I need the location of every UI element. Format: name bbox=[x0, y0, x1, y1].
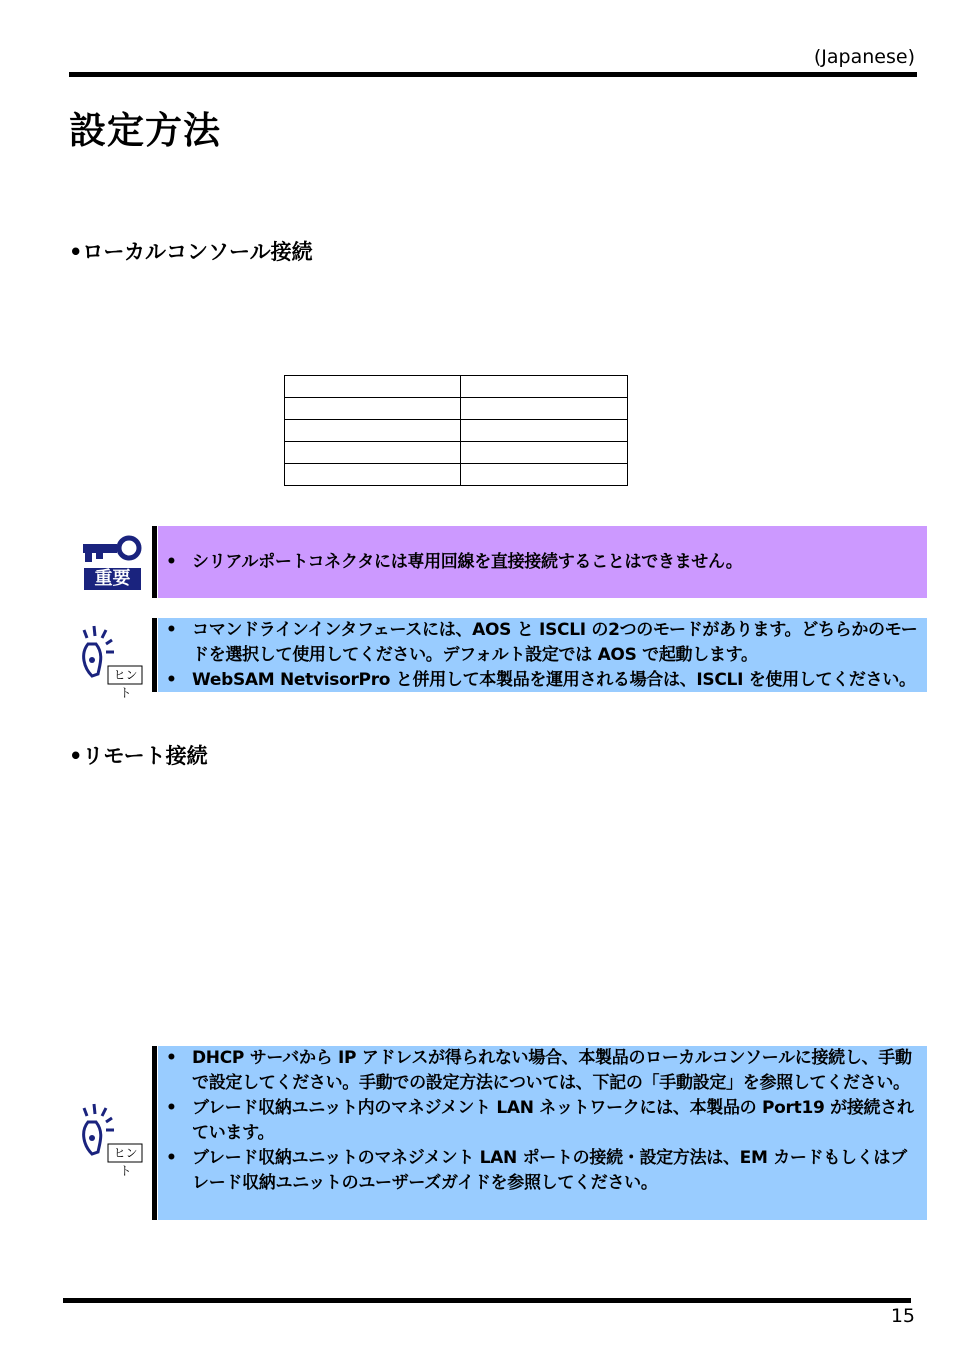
table-cell bbox=[285, 376, 461, 398]
table-cell bbox=[461, 398, 628, 420]
hint-item: • コマンドラインインタフェースには、AOS と ISCLI の2つのモードがあります。どちらかのモードを選択して使用してください。デフォルト設定では AOS で起動します。 bbox=[166, 620, 918, 665]
table-row bbox=[285, 376, 628, 398]
hint-note-1 bbox=[158, 618, 927, 692]
hint-label: ヒント bbox=[113, 668, 138, 700]
footer-rule bbox=[63, 1298, 911, 1303]
table-cell bbox=[461, 442, 628, 464]
important-note bbox=[158, 526, 927, 598]
table-cell bbox=[285, 442, 461, 464]
hint-item: • ブレード収納ユニット内のマネジメント LAN ネットワークには、本製品の Port19 が接続されています。 bbox=[166, 1098, 914, 1143]
hint-note-2 bbox=[158, 1046, 927, 1220]
important-bar bbox=[152, 526, 157, 598]
section-title-local-console: •ローカルコンソール接続 bbox=[69, 240, 313, 264]
table-row bbox=[285, 442, 628, 464]
hint-item: • ブレード収納ユニットのマネジメント LAN ポートの接続・設定方法は、EM カードもしくはブレード収納ユニットのユーザーズガイドを参照してください。 bbox=[166, 1148, 907, 1193]
table-cell bbox=[461, 376, 628, 398]
page-title: 設定方法 bbox=[69, 109, 221, 152]
blank-table bbox=[284, 375, 628, 486]
table-cell bbox=[461, 420, 628, 442]
header-rule bbox=[69, 72, 917, 77]
table-cell bbox=[285, 398, 461, 420]
page-number: 15 bbox=[890, 1305, 915, 1327]
hint-bar bbox=[152, 618, 157, 692]
table-row bbox=[285, 420, 628, 442]
hint-item: • DHCP サーバから IP アドレスが得られない場合、本製品のローカルコンソールに接続し、手動で設定してください。手動での設定方法については、下記の「手動設定」を参照してください。 bbox=[166, 1048, 912, 1093]
table-row bbox=[285, 398, 628, 420]
section-title-remote: •リモート接続 bbox=[69, 744, 208, 768]
table-row bbox=[285, 464, 628, 486]
table-cell bbox=[461, 464, 628, 486]
table-cell bbox=[285, 464, 461, 486]
hint-bar bbox=[152, 1046, 157, 1220]
language-label: (Japanese) bbox=[813, 46, 915, 68]
important-label-badge: 重要 bbox=[84, 568, 141, 590]
hint-label: ヒント bbox=[113, 1146, 138, 1178]
hint-item: • WebSAM NetvisorPro と併用して本製品を運用される場合は、ISCLI を使用してください。 bbox=[166, 670, 916, 690]
important-item: • シリアルポートコネクタには専用回線を直接接続することはできません。 bbox=[166, 551, 743, 572]
table-cell bbox=[285, 420, 461, 442]
